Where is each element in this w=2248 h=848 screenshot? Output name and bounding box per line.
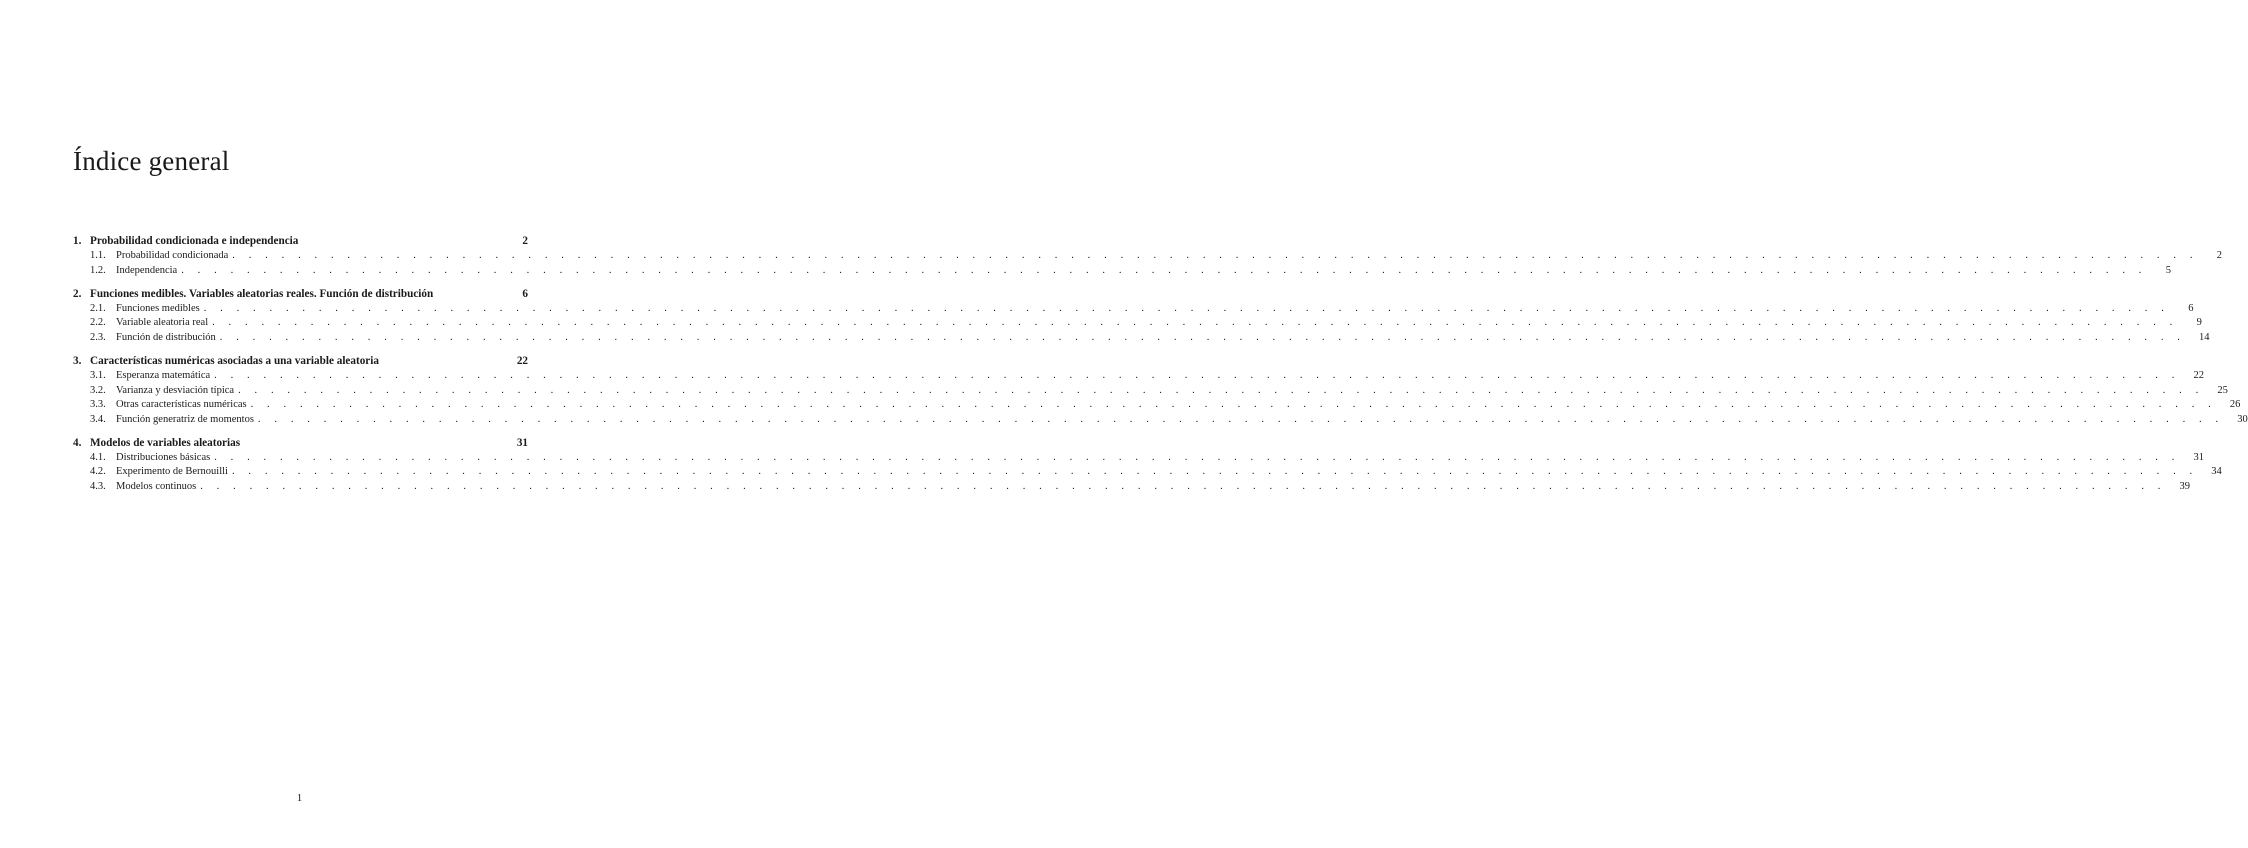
toc-chapter-entry[interactable] (73, 287, 528, 302)
dot-leader: . . . . . . . . . . . . . . . . . . . . . . . . . . . . . . . . . . . . . . . . . . . . . . . . . . . . . . . . . . . . . . . . . . . . . . . . . . . . . . . . . . . . . . . . . . . . . . . . . . . . . . . . . . . . . . . . . . . . . . . . (257, 413, 2224, 425)
section-page-number: 14 (2199, 331, 2210, 343)
dot-leader: . . . . . . . . . . . . . . . . . . . . . . . . . . . . . . . . . . . . . . . . . . . . . . . . . . . . . . . . . . . . . . . . . . . . . . . . . . . . . . . . . . . . . . . . . . . . . . . . . . . . . . . . . . . . . . . . . . . . . . . . (203, 302, 2170, 314)
section-title: Otras características numéricas (116, 399, 247, 411)
chapter-number: 4. (73, 436, 82, 449)
toc-chapter-entry[interactable] (73, 436, 528, 451)
page-title: Índice general (73, 146, 230, 176)
chapter-title: Características numéricas asociadas a una variable aleatoria (90, 354, 379, 367)
page-number: 1 (296, 792, 303, 804)
toc-section-entry[interactable] (73, 413, 2248, 428)
chapter-title: Funciones medibles. Variables aleatorias reales. Función de distribución (90, 287, 434, 300)
section-number: 4.3. (90, 481, 106, 493)
section-title: Experimento de Bernouilli (116, 466, 228, 478)
chapter-page-number: 31 (516, 436, 528, 449)
section-number: 3.3. (90, 399, 106, 411)
toc-section-entry[interactable] (73, 451, 2204, 466)
section-number: 3.1. (90, 369, 106, 381)
toc-section-entry[interactable] (73, 316, 2202, 331)
section-title: Esperanza matemática (116, 369, 211, 381)
dot-leader: . . . . . . . . . . . . . . . . . . . . . . . . . . . . . . . . . . . . . . . . . . . . . . . . . . . . . . . . . . . . . . . . . . . . . . . . . . . . . . . . . . . . . . . . . . . . . . . . . . . . . . . . . . . . . . . . . . . . . . . . (214, 369, 2180, 381)
toc-section-entry[interactable] (73, 331, 2210, 346)
section-title: Funciones medibles (116, 302, 200, 314)
chapter-page-number: 6 (522, 287, 528, 300)
section-page-number: 5 (2165, 264, 2171, 276)
chapter-title: Probabilidad condicionada e independencia (90, 235, 299, 247)
section-title: Variable aleatoria real (116, 317, 209, 329)
section-page-number: 30 (2237, 413, 2248, 425)
chapter-title: Modelos de variables aleatorias (90, 436, 241, 449)
toc-section-entry[interactable] (73, 264, 2171, 279)
section-page-number: 9 (2196, 317, 2202, 329)
section-number: 2.2. (90, 317, 106, 329)
chapter-number: 1. (73, 235, 82, 247)
toc-chapter-entry[interactable] (73, 234, 528, 249)
section-number: 3.4. (90, 413, 106, 425)
section-page-number: 25 (2217, 384, 2228, 396)
dot-leader: . . . . . . . . . . . . . . . . . . . . . . . . . . . . . . . . . . . . . . . . . . . . . . . . . . . . . . . . . . . . . . . . . . . . . . . . . . . . . . . . . . . . . . . . . . . . . . . . . . . . . . . . . . . . . . . . . . . . . . . . (200, 481, 2166, 493)
section-page-number: 31 (2193, 451, 2204, 463)
chapter-number: 3. (73, 354, 82, 367)
dot-leader: . . . . . . . . . . . . . . . . . . . . . . . . . . . . . . . . . . . . . . . . . . . . . . . . . . . . . . . . . . . . . . . . . . . . . . . . . . . . . . . . . . . . . . . . . . . . . . . . . . . . . . . . . . . . . . . . . . . . . . . . (232, 250, 2199, 261)
chapter-page-number: 2 (522, 235, 528, 247)
section-number: 4.1. (90, 451, 106, 463)
toc-section-entry[interactable] (73, 302, 2194, 317)
section-page-number: 39 (2179, 481, 2190, 493)
section-number: 1.1. (90, 250, 106, 261)
section-number: 4.2. (90, 466, 106, 478)
section-title: Varianza y desviación típica (116, 384, 235, 396)
toc-section-entry[interactable] (73, 480, 2190, 495)
toc-chapter (73, 354, 2248, 427)
toc-chapter (73, 436, 2222, 495)
section-title: Independencia (116, 264, 178, 276)
section-number: 1.2. (90, 264, 106, 276)
toc-section-entry[interactable] (73, 369, 2204, 384)
dot-leader: . . . . . . . . . . . . . . . . . . . . . . . . . . . . . . . . . . . . . . . . . . . . . . . . . . . . . . . . . . . . . . . . . . . . . . . . . . . . . . . . . . . . . . . . . . . . . . . . . . . . . . . . . . . . . . . . . . . . . . . . (231, 466, 2198, 478)
section-page-number: 22 (2193, 369, 2204, 381)
toc-section-entry[interactable] (73, 398, 2241, 413)
chapter-page-number: 22 (516, 354, 528, 367)
section-number: 2.1. (90, 302, 106, 314)
section-page-number: 6 (2188, 302, 2194, 314)
toc-section-entry[interactable] (73, 249, 2223, 264)
toc-chapter-entry[interactable] (73, 354, 528, 369)
toc-section-entry[interactable] (73, 384, 2228, 399)
section-number: 3.2. (90, 384, 106, 396)
toc-chapter (73, 287, 2210, 346)
section-title: Distribuciones básicas (116, 451, 211, 463)
table-of-contents (73, 234, 2248, 503)
section-page-number: 34 (2211, 466, 2222, 478)
dot-leader: . . . . . . . . . . . . . . . . . . . . . . . . . . . . . . . . . . . . . . . . . . . . . . . . . . . . . . . . . . . . . . . . . . . . . . . . . . . . . . . . . . . . . . . . . . . . . . . . . . . . . . . . . . . . . . . . . . . . . . . . (219, 331, 2186, 343)
dot-leader: . . . . . . . . . . . . . . . . . . . . . . . . . . . . . . . . . . . . . . . . . . . . . . . . . . . . . . . . . . . . . . . . . . . . . . . . . . . . . . . . . . . . . . . . . . . . . . . . . . . . . . . . . . . . . . . . . . . . . . . . (212, 317, 2178, 329)
dot-leader: . . . . . . . . . . . . . . . . . . . . . . . . . . . . . . . . . . . . . . . . . . . . . . . . . . . . . . . . . . . . . . . . . . . . . . . . . . . . . . . . . . . . . . . . . . . . . . . . . . . . . . . . . . . . . . . . . . . . . . . . (238, 384, 2204, 396)
chapter-number: 2. (73, 287, 82, 300)
dot-leader: . . . . . . . . . . . . . . . . . . . . . . . . . . . . . . . . . . . . . . . . . . . . . . . . . . . . . . . . . . . . . . . . . . . . . . . . . . . . . . . . . . . . . . . . . . . . . . . . . . . . . . . . . . . . . . . . . . . . . . . . (181, 264, 2147, 276)
section-page-number: 26 (2229, 399, 2241, 411)
section-title: Modelos continuos (116, 481, 197, 493)
dot-leader: . . . . . . . . . . . . . . . . . . . . . . . . . . . . . . . . . . . . . . . . . . . . . . . . . . . . . . . . . . . . . . . . . . . . . . . . . . . . . . . . . . . . . . . . . . . . . . . . . . . . . . . . . . . . . . . . . . . . . . . . (214, 451, 2180, 463)
section-title: Función generatriz de momentos (116, 413, 254, 425)
toc-section-entry[interactable] (73, 465, 2222, 480)
section-page-number: 2 (2216, 250, 2223, 261)
section-title: Función de distribución (116, 331, 216, 343)
dot-leader: . . . . . . . . . . . . . . . . . . . . . . . . . . . . . . . . . . . . . . . . . . . . . . . . . . . . . . . . . . . . . . . . . . . . . . . . . . . . . . . . . . . . . . . . . . . . . . . . . . . . . . . . . . . . . . . . . . . . . . . . (250, 399, 2217, 411)
section-title: Probabilidad condicionada (116, 250, 229, 261)
section-number: 2.3. (90, 331, 106, 343)
toc-chapter (73, 234, 2223, 278)
